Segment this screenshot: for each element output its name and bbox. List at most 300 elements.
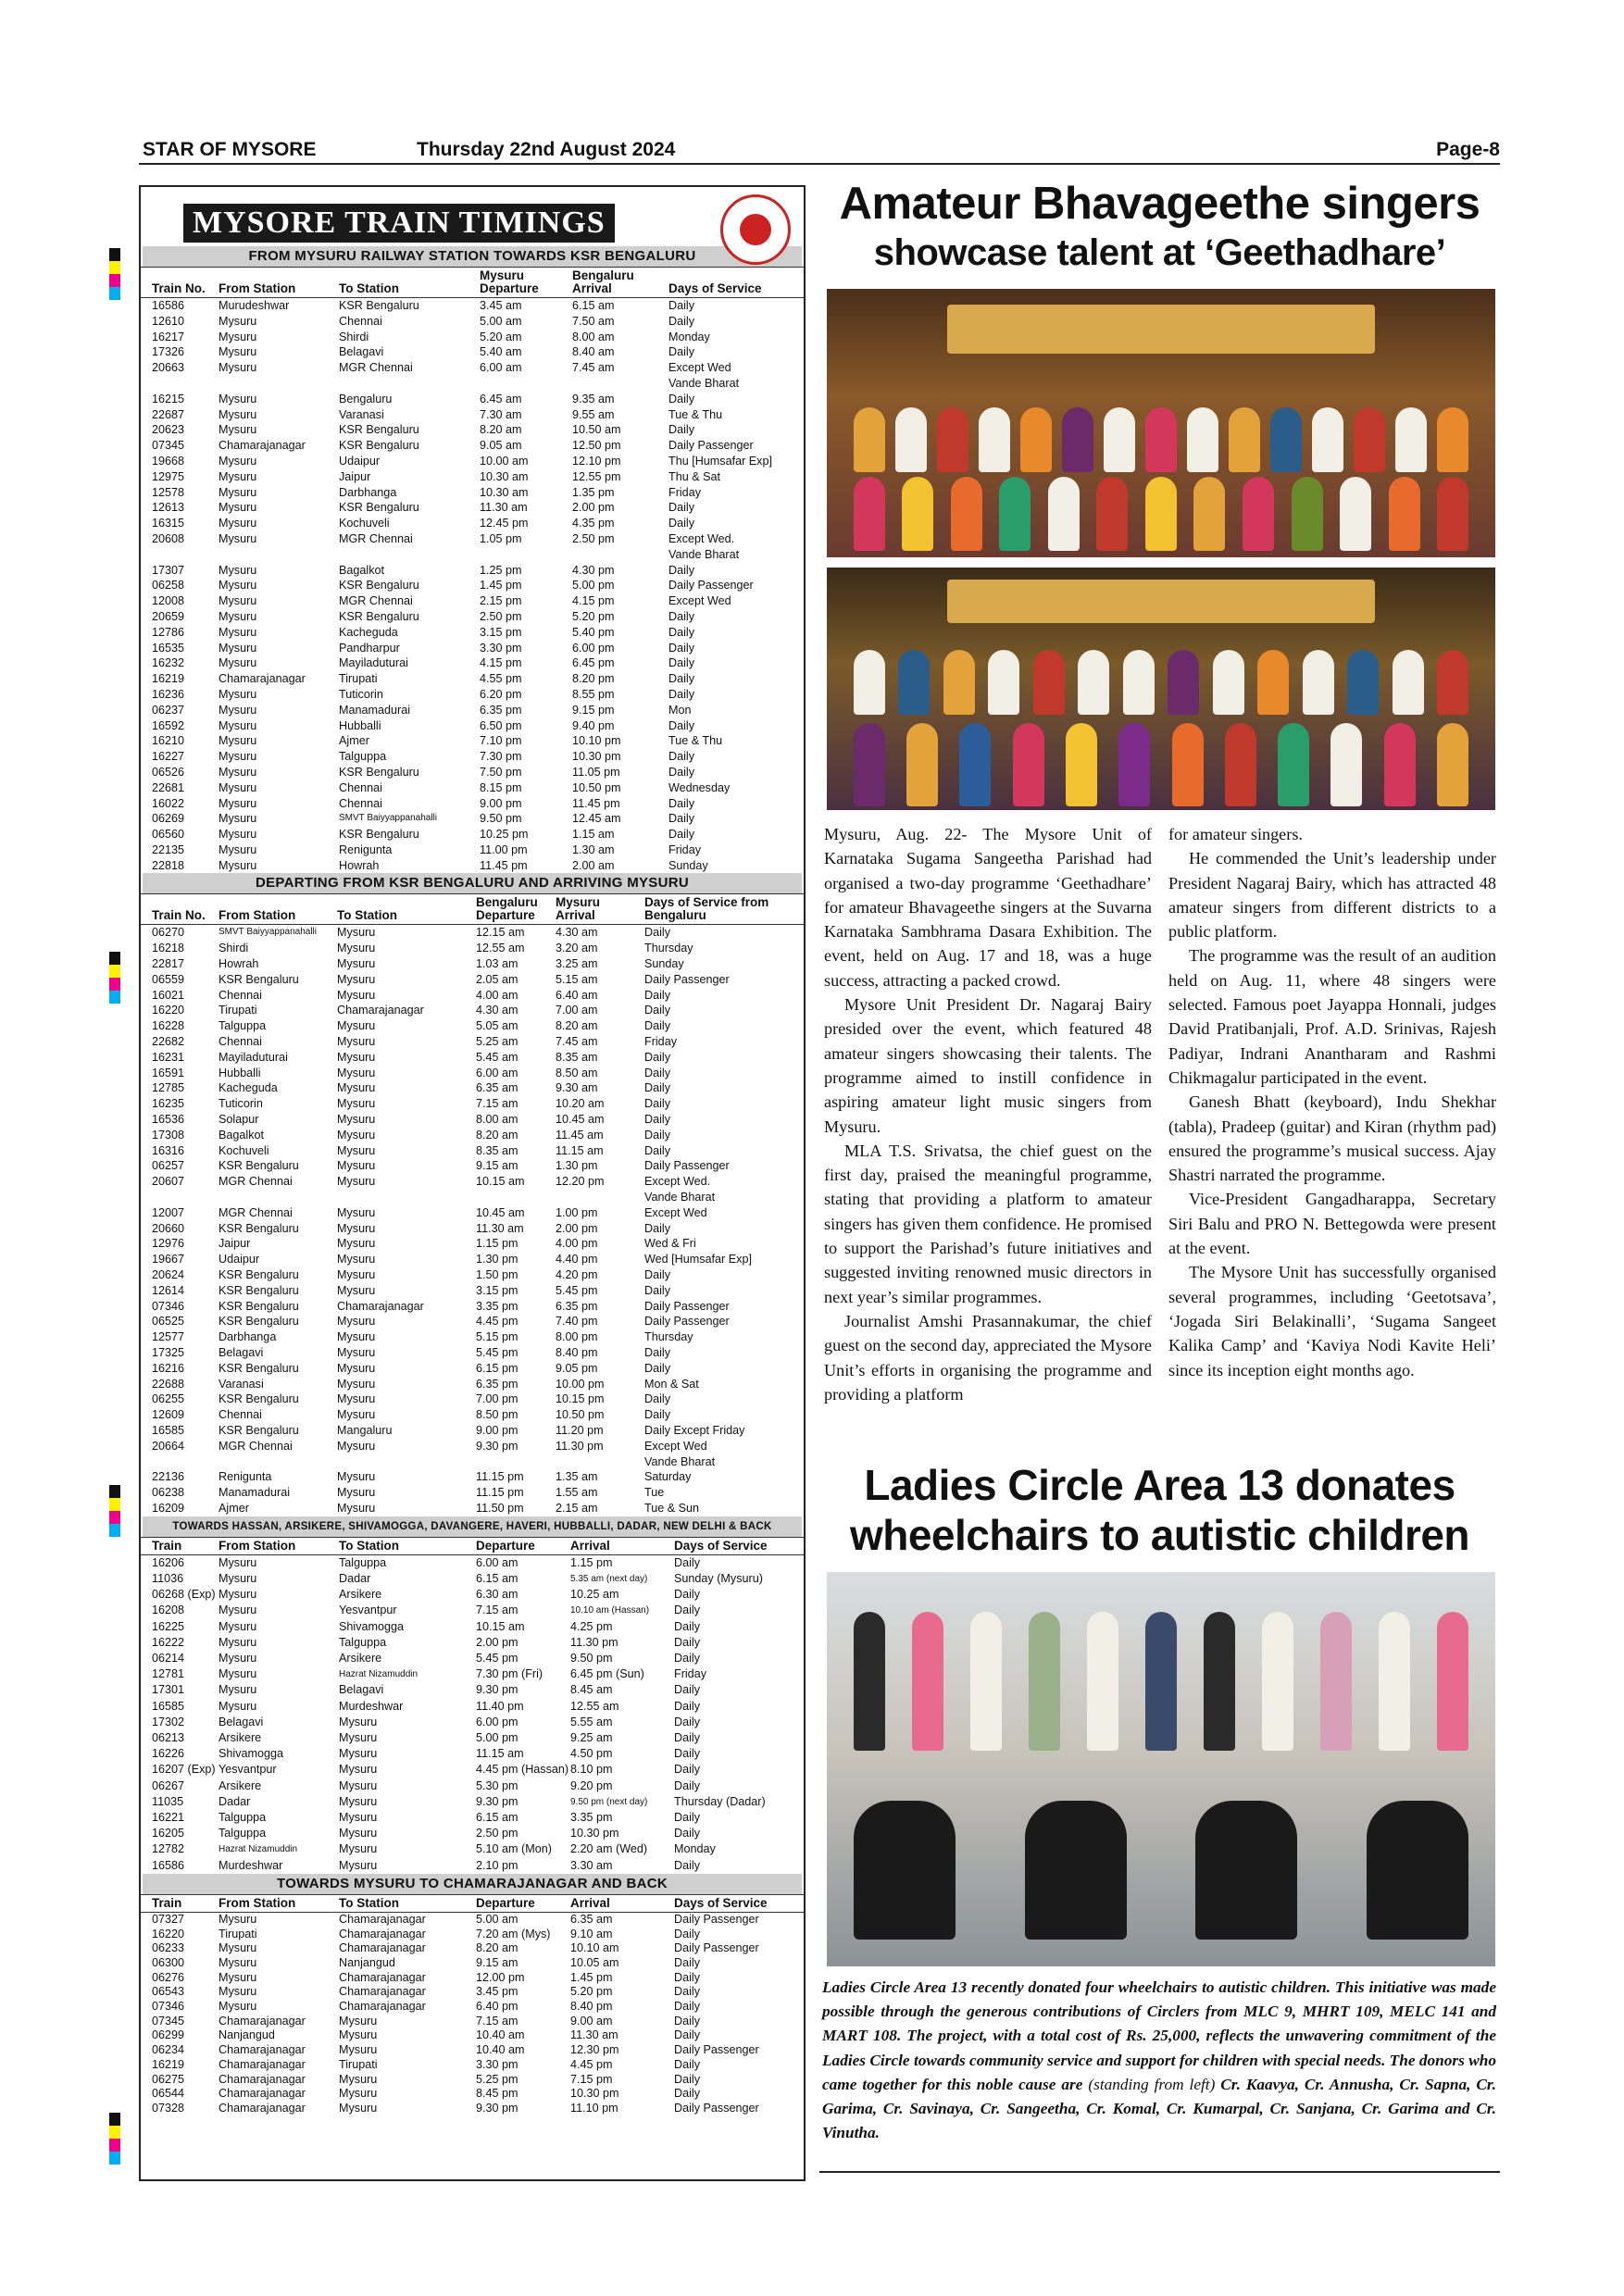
train-cell: Bengaluru — [339, 392, 393, 406]
train-cell: Daily — [644, 1050, 670, 1064]
train-cell: Mayiladuturai — [339, 656, 408, 670]
train-cell: Vande Bharat — [668, 547, 740, 561]
train-cell: 3.30 pm — [480, 641, 522, 655]
train-cell: Mysuru — [339, 2028, 378, 2042]
train-cell: Mysuru — [339, 1858, 378, 1872]
train-cell: 6.00 pm — [572, 641, 615, 655]
train-cell: Shirdi — [219, 942, 249, 955]
train-row — [141, 1174, 804, 1190]
timetable — [141, 1894, 804, 2116]
train-cell: 10.10 am (Hassan) — [570, 1605, 650, 1616]
train-cell: 9.30 am — [556, 1081, 598, 1095]
train-cell: 10.05 am — [570, 1955, 619, 1969]
train-cell: Shirdi — [339, 330, 369, 343]
train-cell: 16316 — [152, 1143, 185, 1157]
train-cell: 7.45 am — [572, 361, 615, 375]
train-cell: 3.15 pm — [480, 625, 522, 639]
train-cell: 2.00 pm — [476, 1635, 518, 1649]
train-cell: KSR Bengaluru — [219, 1159, 299, 1173]
train-cell: KSR Bengaluru — [339, 828, 419, 842]
train-cell: Chamarajanagar — [339, 1912, 426, 1926]
train-cell: 2.20 am (Wed) — [570, 1842, 648, 1856]
train-cell: Solapur — [219, 1113, 259, 1127]
train-cell: 10.45 am — [556, 1113, 605, 1127]
train-cell: Tirupati — [339, 2057, 378, 2071]
train-cell: 7.50 pm — [480, 765, 522, 779]
train-row — [141, 1666, 804, 1682]
train-cell: 8.40 pm — [570, 2000, 613, 2014]
train-cell: 16586 — [152, 1858, 185, 1872]
train-row — [141, 780, 804, 796]
train-cell: Daily — [674, 1603, 700, 1617]
train-row — [141, 563, 804, 579]
train-cell: Except Wed — [644, 1205, 707, 1219]
train-cell: 3.25 am — [556, 957, 598, 971]
section-band: TOWARDS HASSAN, ARSIKERE, SHIVAMOGGA, DAVANGERE, HAVERI, HUBBALLI, DADAR, NEW DELHI & BACK — [143, 1516, 802, 1537]
train-row — [141, 1050, 804, 1066]
train-cell: Chamarajanagar — [219, 2014, 306, 2028]
train-cell: Daily — [668, 641, 694, 655]
train-cell: 16236 — [152, 687, 185, 701]
train-cell: 6.45 pm — [572, 656, 615, 670]
train-cell: Tirupati — [219, 1004, 257, 1017]
train-cell: Mysuru — [219, 842, 257, 856]
train-cell: Daily — [674, 2014, 700, 2028]
train-cell: Mysuru — [337, 1081, 376, 1095]
train-row — [141, 330, 804, 345]
train-cell: 7.00 am — [556, 1004, 598, 1017]
train-cell: 16221 — [152, 1811, 185, 1825]
train-row — [141, 718, 804, 734]
column-header: Days of Service — [657, 268, 804, 298]
story-subheadline: showcase talent at ‘Geethadhare’ — [873, 232, 1446, 273]
train-cell: Mysuru — [339, 2101, 378, 2115]
train-cell: Mysuru — [337, 1315, 376, 1329]
train-cell: Mysuru — [337, 1330, 376, 1344]
train-cell: Talguppa — [219, 1811, 267, 1825]
train-cell: 16205 — [152, 1827, 185, 1841]
column-header: Departure — [465, 1537, 559, 1554]
train-row — [141, 1554, 804, 1571]
train-cell: KSR Bengaluru — [339, 423, 419, 437]
train-cell: Mysuru — [219, 1555, 257, 1569]
train-cell: 06269 — [152, 812, 185, 826]
train-cell: 17302 — [152, 1715, 185, 1728]
train-row — [141, 2102, 804, 2116]
train-row — [141, 1407, 804, 1423]
train-row — [141, 1956, 804, 1971]
train-row — [141, 1794, 804, 1810]
train-cell: Howrah — [219, 957, 259, 971]
train-cell: 20660 — [152, 1221, 185, 1235]
train-cell: Vande Bharat — [668, 376, 740, 390]
train-cell — [141, 547, 207, 563]
train-cell: 8.40 am — [572, 345, 615, 359]
train-cell: 10.00 pm — [556, 1377, 605, 1391]
train-cell: 11.50 pm — [476, 1501, 524, 1515]
train-cell: Mysuru — [339, 2087, 378, 2101]
train-cell: 4.30 pm — [572, 563, 615, 577]
issue-date: Thursday 22nd August 2024 — [417, 139, 676, 160]
train-cell: KSR Bengaluru — [339, 579, 419, 593]
train-cell: Tuticorin — [339, 687, 383, 701]
train-cell: Thursday — [644, 942, 693, 955]
train-cell: Mysuru — [219, 718, 257, 732]
train-cell: 2.15 pm — [480, 594, 522, 608]
train-cell: 9.35 am — [572, 392, 615, 406]
train-cell: 16586 — [152, 299, 185, 312]
train-cell: Thursday — [644, 1330, 693, 1344]
train-row — [141, 392, 804, 407]
page-number: Page-8 — [1436, 139, 1500, 160]
train-cell: MGR Chennai — [339, 594, 413, 608]
page-header — [139, 139, 1500, 165]
train-cell: Mysuru — [337, 1035, 376, 1049]
caption-text: Cr. Kaavya, Cr. Annusha, Cr. Sapna, Cr. Garima, Cr. Savinaya, Cr. Sangeetha, Cr. Komal, Cr. Kumarpal, Cr. Sanjana, Cr. Garima and Cr. Vinutha. — [822, 2075, 1496, 2142]
train-cell: 16231 — [152, 1050, 185, 1064]
train-cell: 12614 — [152, 1283, 185, 1297]
train-cell: 6.35 pm — [480, 703, 522, 717]
train-row — [141, 796, 804, 812]
train-cell: 3.30 pm — [476, 2057, 518, 2071]
train-cell: Mysuru — [219, 392, 257, 406]
train-cell: 1.15 pm — [476, 1237, 518, 1251]
train-row — [141, 500, 804, 516]
train-cell: Wed [Humsafar Exp] — [644, 1253, 752, 1267]
train-cell: 8.55 pm — [572, 687, 615, 701]
train-cell: 16218 — [152, 942, 185, 955]
train-row — [141, 1971, 804, 1986]
train-cell: SMVT Baiyyappanahalli — [339, 813, 437, 824]
train-cell: Mysuru — [219, 750, 257, 764]
train-cell: 22682 — [152, 1035, 185, 1049]
train-cell: 11035 — [152, 1794, 184, 1808]
train-cell: Daily — [644, 1097, 670, 1111]
column-header: To Station — [328, 268, 468, 298]
train-cell: 9.30 pm — [476, 2101, 518, 2115]
train-cell: KSR Bengaluru — [219, 1315, 299, 1329]
story-paragraph: The Mysore Unit has successfully organised several programmes, including ‘Geetotsava’, ‘Jogada Siri Belakinalli’, ‘Sugama Sangeet Kalika Camp’ and ‘Kaviya Nodi Kavite Heli’ since its inception eight months ago. — [1168, 1263, 1496, 1379]
train-cell: Tue & Thu — [668, 407, 723, 421]
train-cell: 5.15 am — [556, 972, 598, 986]
color-registration-marks — [109, 248, 120, 300]
train-cell: Daily — [668, 299, 694, 312]
train-cell: Wed & Fri — [644, 1237, 696, 1251]
train-cell: 5.20 pm — [570, 1985, 613, 1999]
train-cell: Manamadurai — [339, 703, 411, 717]
train-cell: Daily — [644, 1066, 670, 1079]
train-cell: Mysuru — [337, 957, 376, 971]
train-cell: 10.30 pm — [570, 2087, 619, 2101]
train-cell: Daily — [668, 314, 694, 328]
train-cell: Mysuru — [219, 594, 257, 608]
train-cell: 2.05 am — [476, 972, 518, 986]
train-cell: 1.00 pm — [556, 1205, 598, 1219]
train-cell: Mysuru — [219, 407, 257, 421]
train-cell: 8.45 pm — [476, 2087, 518, 2101]
train-cell: Darbhanga — [339, 485, 397, 499]
train-cell: 16535 — [152, 641, 185, 655]
train-cell: 9.40 pm — [572, 718, 615, 732]
train-cell — [561, 376, 657, 392]
train-cell: 4.35 pm — [572, 517, 615, 530]
train-cell: 3.20 am — [556, 942, 598, 955]
train-cell: Renigunta — [339, 842, 393, 856]
train-cell: Mysuru — [219, 1699, 257, 1713]
train-cell: 2.00 pm — [556, 1221, 598, 1235]
train-cell: 3.45 am — [480, 299, 522, 312]
train-cell: Chamarajanagar — [219, 2057, 306, 2071]
train-cell: 16235 — [152, 1097, 185, 1111]
train-cell: Daily — [674, 2028, 700, 2042]
train-cell: MGR Chennai — [219, 1439, 293, 1453]
train-row — [141, 1391, 804, 1407]
train-cell: 6.35 am — [476, 1081, 518, 1095]
train-row — [141, 925, 804, 941]
train-row — [141, 1128, 804, 1143]
train-cell — [468, 376, 561, 392]
train-cell: 12781 — [152, 1667, 185, 1681]
train-row — [141, 2000, 804, 2015]
train-cell: 06213 — [152, 1731, 185, 1744]
train-cell: 12.10 pm — [572, 454, 621, 468]
train-cell: 5.25 pm — [476, 2072, 518, 2086]
train-cell: 07328 — [152, 2101, 185, 2115]
train-cell: 11.20 pm — [556, 1423, 604, 1437]
train-cell: Daily — [644, 1283, 670, 1297]
column-header: Arrival — [559, 1537, 663, 1554]
train-cell: 12.50 pm — [572, 439, 621, 453]
train-cell: 8.35 am — [476, 1143, 518, 1157]
train-row — [141, 1283, 804, 1299]
train-cell: Daily — [674, 1985, 700, 1999]
train-cell: Daily — [674, 1731, 700, 1744]
train-cell: Chamarajanagar — [219, 2087, 306, 2101]
train-cell: 9.00 am — [570, 2014, 613, 2028]
train-cell: 7.50 am — [572, 314, 615, 328]
train-cell: Daily — [668, 656, 694, 670]
train-cell: 22817 — [152, 957, 185, 971]
train-cell — [465, 1454, 544, 1470]
train-cell: 5.10 am (Mon) — [476, 1842, 552, 1856]
train-cell: 06543 — [152, 1985, 185, 1999]
train-cell: Mysuru — [219, 1635, 257, 1649]
column-header: Bengaluru Arrival — [561, 268, 657, 298]
train-cell: Mysuru — [339, 1747, 378, 1761]
train-cell: 9.50 pm (next day) — [570, 1796, 648, 1807]
train-cell: Mysuru — [219, 1603, 257, 1617]
train-cell: 12.45 am — [572, 812, 621, 826]
train-row — [141, 1858, 804, 1874]
column-header: Mysuru Arrival — [544, 894, 633, 925]
train-cell — [207, 547, 328, 563]
train-cell — [326, 1190, 465, 1205]
train-cell: 07345 — [152, 439, 185, 453]
train-cell: Mysuru — [219, 858, 257, 872]
train-cell: 6.35 pm — [556, 1299, 598, 1313]
column-header: To Station — [326, 894, 465, 925]
column-header: To Station — [328, 1894, 465, 1912]
train-cell: Dadar — [219, 1794, 251, 1808]
train-cell: 9.30 pm — [476, 1794, 518, 1808]
train-cell: 11.30 am — [480, 501, 528, 515]
train-cell: MGR Chennai — [219, 1205, 293, 1219]
train-cell: Daily Passenger — [668, 439, 754, 453]
train-cell: Daily — [668, 687, 694, 701]
train-row — [141, 1423, 804, 1439]
train-cell: 9.30 pm — [476, 1439, 518, 1453]
train-cell: Daily — [674, 1811, 700, 1825]
train-cell: Daily — [674, 1827, 700, 1841]
train-cell: Mysuru — [337, 1268, 376, 1282]
train-cell: Daily — [674, 1747, 700, 1761]
train-row — [141, 842, 804, 858]
train-row — [141, 469, 804, 485]
train-cell: 20623 — [152, 423, 185, 437]
train-cell: Murdeshwar — [219, 1858, 283, 1872]
train-row — [141, 2087, 804, 2102]
train-row — [141, 1066, 804, 1081]
train-cell: 17308 — [152, 1128, 185, 1142]
train-cell: 3.15 pm — [476, 1283, 518, 1297]
train-cell: Ajmer — [339, 734, 369, 748]
train-cell: 06233 — [152, 1941, 185, 1955]
train-cell: Daily — [674, 1651, 700, 1665]
train-cell: Yesvantpur — [219, 1763, 277, 1777]
train-cell: Daily — [674, 1763, 700, 1777]
train-cell: Daily — [644, 1346, 670, 1359]
story-paragraph: Mysore Unit President Dr. Nagaraj Bairy presided over the event, which featured 48 amateur singers showcasing their talents. The programme aimed to instill confidence in aspiring amateur light music singers from Mysuru. — [824, 995, 1152, 1136]
train-cell: Mysuru — [219, 361, 257, 375]
column-header: From Station — [207, 1894, 328, 1912]
wheelchair-donation-photo — [827, 1572, 1495, 1966]
train-cell: 20608 — [152, 531, 185, 545]
train-row — [141, 547, 804, 563]
train-row — [141, 1267, 804, 1283]
train-cell: Daily — [674, 2072, 700, 2086]
train-cell: Daily — [644, 1113, 670, 1127]
train-cell: 11.15 am — [556, 1143, 604, 1157]
train-cell: 17307 — [152, 563, 185, 577]
train-cell: Sunday — [668, 858, 708, 872]
train-cell: Mysuru — [337, 1113, 376, 1127]
train-cell: Chamarajanagar — [219, 2101, 306, 2115]
train-cell: 16585 — [152, 1423, 185, 1437]
train-cell: Ajmer — [219, 1501, 249, 1515]
train-cell: 6.15 am — [572, 299, 615, 312]
train-cell: 1.15 pm — [570, 1555, 613, 1569]
train-row — [141, 2043, 804, 2058]
train-cell: Tuticorin — [219, 1097, 263, 1111]
train-cell: 06276 — [152, 1970, 185, 1984]
train-cell: 9.50 pm — [570, 1651, 613, 1665]
train-cell: Mysuru — [219, 780, 257, 794]
train-row — [141, 749, 804, 765]
train-cell: Daily — [674, 1927, 700, 1940]
train-cell: Mysuru — [219, 796, 257, 810]
train-cell: 7.30 am — [480, 407, 522, 421]
train-row — [141, 360, 804, 376]
train-cell: Mysuru — [339, 1811, 378, 1825]
train-cell: 16220 — [152, 1927, 185, 1940]
train-cell: 5.00 pm — [476, 1731, 518, 1744]
train-row — [141, 1699, 804, 1715]
train-cell — [207, 376, 328, 392]
train-cell: Kacheguda — [219, 1081, 278, 1095]
train-cell: Daily — [668, 796, 694, 810]
train-cell: Daily Except Friday — [644, 1423, 745, 1437]
train-cell: 1.45 pm — [570, 1970, 613, 1984]
train-cell: Shivamogga — [339, 1619, 405, 1633]
train-cell: Chamarajanagar — [339, 1927, 426, 1940]
train-row — [141, 1730, 804, 1746]
train-cell: 16228 — [152, 1019, 185, 1033]
train-row — [141, 1158, 804, 1174]
train-cell: Daily — [644, 1128, 670, 1142]
train-cell: 07345 — [152, 2014, 185, 2028]
train-cell: Daily — [674, 1683, 700, 1697]
train-cell: 7.20 am (Mys) — [476, 1927, 551, 1940]
train-cell: Mysuru — [339, 1794, 378, 1808]
train-cell: Mon — [668, 703, 692, 717]
train-cell: 8.10 pm — [570, 1763, 613, 1777]
train-cell: 6.15 am — [476, 1811, 518, 1825]
train-cell: Mysuru — [337, 1361, 376, 1375]
train-cell: 5.20 am — [480, 330, 522, 343]
train-cell: 16207 (Exp) — [152, 1763, 216, 1777]
train-cell: 12609 — [152, 1408, 185, 1422]
train-cell: 12613 — [152, 501, 185, 515]
train-cell: Murdeshwar — [339, 1699, 404, 1713]
train-cell: 22818 — [152, 858, 185, 872]
train-cell: Daily — [674, 1588, 700, 1602]
train-cell: 06560 — [152, 828, 185, 842]
train-cell: 11.15 am — [476, 1747, 524, 1761]
train-cell: 10.30 am — [480, 485, 529, 499]
train-cell: 16227 — [152, 750, 185, 764]
train-cell: 8.00 pm — [556, 1330, 598, 1344]
train-cell: 10.30 pm — [572, 750, 621, 764]
train-row — [141, 609, 804, 625]
train-cell: Mon & Sat — [644, 1377, 699, 1391]
train-cell — [561, 547, 657, 563]
train-cell: Friday — [668, 485, 701, 499]
train-cell: 3.45 pm — [476, 1985, 518, 1999]
train-cell: Daily — [644, 1361, 670, 1375]
train-cell: 16216 — [152, 1361, 185, 1375]
train-cell: 12.00 pm — [476, 1970, 525, 1984]
train-cell: 11.30 pm — [570, 1635, 618, 1649]
train-cell: Chamarajanagar — [337, 1004, 424, 1017]
train-cell: 9.25 am — [570, 1731, 613, 1744]
train-cell: Bagalkot — [339, 563, 385, 577]
train-row — [141, 1018, 804, 1034]
train-cell: 8.00 am — [476, 1113, 518, 1127]
train-cell: 1.15 am — [572, 828, 615, 842]
story-paragraph: Ganesh Bhatt (keyboard), Indu Shekhar (tabla), Pradeep (guitar) and Kiran (rhythm pad) ensured the programme’s musical success. Ajay Shastri narrated the programme. — [1168, 1092, 1496, 1185]
train-cell: Mysuru — [219, 1941, 257, 1955]
train-cell: Udaipur — [339, 454, 381, 468]
train-cell: Daily — [674, 1699, 700, 1713]
story-column-1 — [824, 822, 1152, 1406]
train-cell: 5.45 pm — [476, 1346, 518, 1359]
train-row — [141, 1746, 804, 1762]
train-cell: 9.00 pm — [476, 1423, 518, 1437]
train-cell: 5.40 pm — [572, 625, 615, 639]
train-cell: Belagavi — [219, 1715, 264, 1728]
column-header: Days of Service from Bengaluru — [633, 894, 804, 925]
train-row — [141, 1501, 804, 1516]
